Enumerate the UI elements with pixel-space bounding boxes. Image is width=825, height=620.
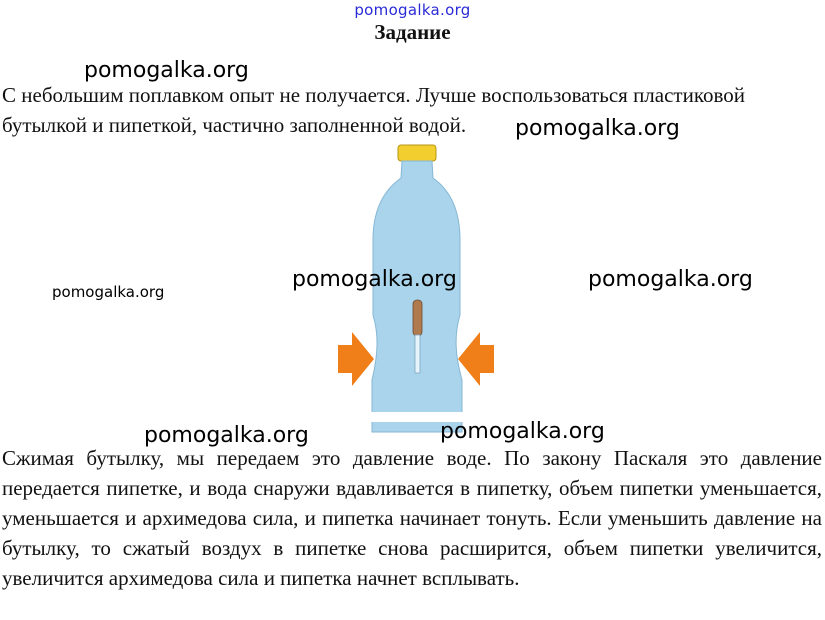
pipette-tube — [415, 335, 420, 373]
watermark: pomogalka.org — [292, 267, 457, 292]
site-header-link[interactable]: pomogalka.org — [354, 1, 471, 19]
watermark: pomogalka.org — [440, 419, 605, 444]
watermark: pomogalka.org — [588, 267, 753, 292]
bottle-body — [372, 161, 462, 432]
page-title: Задание — [374, 20, 451, 44]
watermark: pomogalka.org — [84, 58, 249, 83]
right-arrow-icon — [458, 332, 494, 386]
intro-paragraph: С небольшим поплавком опыт не получается. Лучше воспользоваться пластиковой бутылкой и пипеткой, частично заполненной водой. — [2, 83, 745, 137]
watermark: pomogalka.org — [144, 423, 309, 448]
watermark: pomogalka.org — [515, 116, 680, 141]
pipette-bulb — [413, 300, 422, 336]
explanation-paragraph: Сжимая бутылку, мы передаем это давление воде. По закону Паскаля это давление передается пипетке, и вода снаружи вдавливается в пипетку, объем пипетки уменьшается, уменьшается и архимедова сила, и пипетка начинает тонуть. Если уменьшить давление на бутылку, то сжатый воздух в пипетке снова расширится, объем пипетки увеличится, увеличится архимедова сила и пипетка начнет всплывать. — [2, 446, 822, 590]
left-arrow-icon — [338, 332, 374, 386]
watermark: pomogalka.org — [52, 283, 165, 301]
bottle-cap — [398, 145, 436, 161]
